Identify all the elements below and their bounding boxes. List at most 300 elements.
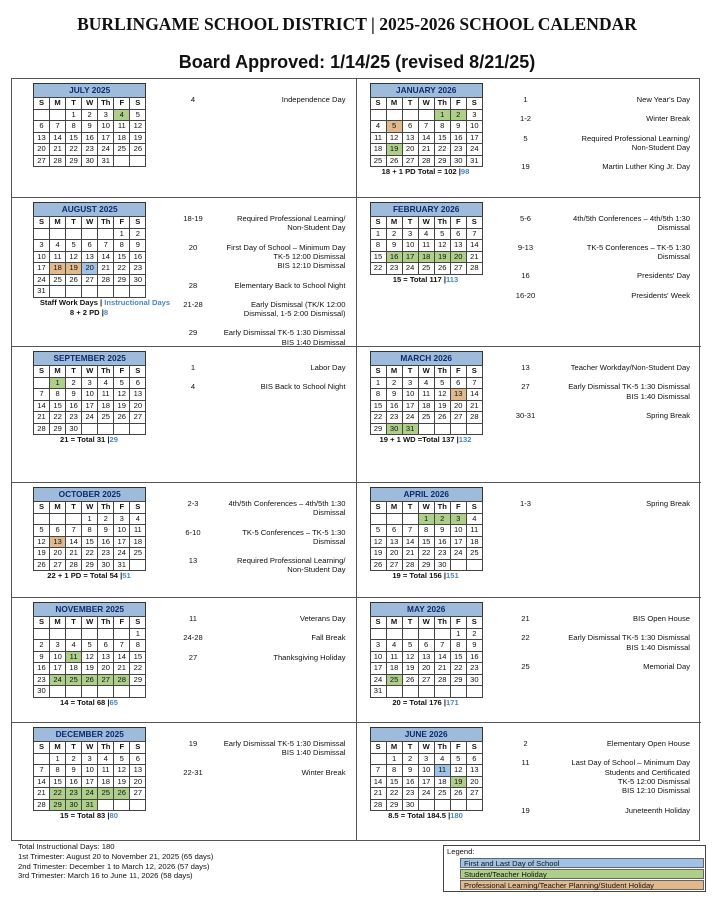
day-cell: 3: [450, 513, 466, 525]
day-cell: 30: [66, 799, 82, 811]
week-row: [34, 513, 146, 525]
day-cell: 3: [82, 377, 98, 389]
day-cell: 23: [386, 412, 402, 424]
day-cell: 25: [370, 155, 386, 167]
weekday-header: S: [34, 502, 50, 514]
day-cell: [434, 628, 450, 640]
day-cell: 26: [114, 788, 130, 800]
event-description: Early Dismissal (TK/K 12:00 Dismissal, 1-5 2:00 Dismissal): [243, 299, 346, 319]
calendar-event: [178, 382, 346, 391]
week-row: [370, 155, 482, 167]
day-cell: 5: [114, 377, 130, 389]
day-cell: 13: [466, 765, 482, 777]
day-cell: 22: [50, 412, 66, 424]
day-cell: 1: [82, 513, 98, 525]
week-row: [370, 132, 482, 144]
weekday-header: S: [130, 742, 146, 754]
day-cell: 10: [114, 525, 130, 537]
day-cell: 26: [34, 559, 50, 571]
day-cell: 24: [50, 674, 66, 686]
day-cell: 22: [50, 788, 66, 800]
day-cell: 17: [82, 400, 98, 412]
day-cell: [98, 286, 114, 298]
event-date: 4: [190, 95, 196, 104]
day-cell: [130, 686, 146, 698]
total-instructional-days: Total Instructional Days: 180: [18, 842, 115, 851]
week-row: [370, 651, 482, 663]
day-cell: 3: [50, 640, 66, 652]
calendar-event: [511, 806, 691, 815]
day-cell: 1: [50, 377, 66, 389]
event-description: Juneteenth Holiday: [624, 805, 690, 815]
day-cell: 31: [82, 799, 98, 811]
day-cell: 17: [34, 263, 50, 275]
weekday-header: W: [418, 217, 434, 229]
month-title: OCTOBER 2025: [33, 487, 146, 501]
day-cell: 12: [370, 536, 386, 548]
day-cell: 7: [34, 765, 50, 777]
day-cell: 5: [34, 525, 50, 537]
day-cell: 16: [386, 251, 402, 263]
event-date: 5: [523, 133, 528, 143]
day-cell: 11: [434, 765, 450, 777]
day-cell: 15: [66, 132, 82, 144]
day-cell: 5: [370, 525, 386, 537]
month-title: APRIL 2026: [370, 487, 483, 501]
calendar-event: [511, 662, 691, 671]
weekday-header: M: [386, 742, 402, 754]
day-cell: 17: [402, 400, 418, 412]
month-section-june-2026: [357, 723, 702, 841]
day-cell: 23: [66, 788, 82, 800]
day-cell: 4: [98, 377, 114, 389]
day-cell: 10: [34, 251, 50, 263]
day-cell: 14: [50, 132, 66, 144]
day-cell: 24: [418, 788, 434, 800]
day-cell: 18: [66, 663, 82, 675]
day-cell: 21: [98, 263, 114, 275]
calendar-event: [178, 300, 346, 319]
day-cell: 21: [34, 788, 50, 800]
day-cell: 9: [402, 765, 418, 777]
event-description: Martin Luther King Jr. Day: [602, 162, 690, 172]
day-cell: 4: [418, 377, 434, 389]
day-cell: 8: [50, 389, 66, 401]
week-row: [34, 663, 146, 675]
day-cell: [386, 513, 402, 525]
event-date: 1: [523, 95, 528, 104]
day-cell: [418, 628, 434, 640]
day-cell: 6: [82, 240, 98, 252]
calendar-event: [178, 243, 346, 271]
day-cell: 30: [466, 674, 482, 686]
event-date: 11: [189, 614, 197, 623]
day-cell: 7: [370, 765, 386, 777]
day-cell: 7: [66, 525, 82, 537]
total-days: 8.5 = Total 184.5 |: [388, 811, 451, 820]
day-cell: 15: [50, 400, 66, 412]
day-cell: 10: [98, 121, 114, 133]
day-cell: 25: [98, 788, 114, 800]
day-cell: [130, 155, 146, 167]
week-row: [370, 228, 482, 240]
weekday-header: M: [50, 742, 66, 754]
week-row: [370, 548, 482, 560]
day-cell: 15: [370, 251, 386, 263]
day-cell: [450, 423, 466, 435]
month-section-september-2025: [12, 347, 357, 483]
day-cell: [34, 513, 50, 525]
day-cell: 28: [98, 274, 114, 286]
day-cell: 25: [114, 144, 130, 156]
weekday-header: Th: [98, 98, 114, 110]
day-cell: 20: [450, 400, 466, 412]
day-cell: 1: [386, 753, 402, 765]
weekday-header: T: [66, 217, 82, 229]
day-cell: 30: [82, 155, 98, 167]
day-cell: 4: [114, 109, 130, 121]
calendar-event: [511, 411, 691, 420]
month-grid: [33, 97, 146, 167]
day-cell: 27: [386, 559, 402, 571]
week-row: [34, 240, 146, 252]
total-days: 20 = Total 176 |: [392, 697, 447, 707]
day-cell: 25: [434, 788, 450, 800]
weekday-header: W: [82, 217, 98, 229]
month-grid: [370, 97, 483, 167]
day-cell: 11: [114, 121, 130, 133]
day-cell: 28: [34, 799, 50, 811]
day-cell: 28: [418, 155, 434, 167]
calendar-event: [178, 214, 346, 233]
event-description: Spring Break: [646, 499, 690, 508]
day-cell: [130, 559, 146, 571]
day-cell: 9: [66, 389, 82, 401]
day-cell: 19: [402, 663, 418, 675]
week-row: [370, 389, 482, 401]
month-grid: [33, 741, 146, 811]
event-description: Required Professional Learning/ Non-Student Day: [581, 133, 690, 152]
day-cell: [418, 799, 434, 811]
event-description: Required Professional Learning/ Non-Student Day: [237, 214, 346, 233]
event-date: 25: [521, 661, 530, 671]
day-cell: 7: [466, 228, 482, 240]
day-cell: 2: [34, 640, 50, 652]
day-cell: 17: [466, 132, 482, 144]
day-cell: [50, 109, 66, 121]
day-cell: 13: [386, 536, 402, 548]
day-cell: [402, 109, 418, 121]
day-cell: 10: [418, 765, 434, 777]
month-grid: [370, 216, 483, 275]
day-cell: 25: [50, 274, 66, 286]
week-row: [370, 423, 482, 435]
day-cell: 10: [82, 765, 98, 777]
weekday-header: M: [386, 502, 402, 514]
weekday-header: F: [450, 617, 466, 629]
day-cell: 8: [82, 525, 98, 537]
instructional-total: 51: [122, 571, 131, 580]
event-date: 13: [521, 363, 530, 372]
week-row: [370, 377, 482, 389]
day-cell: 28: [402, 559, 418, 571]
day-cell: 18: [114, 132, 130, 144]
month-grid: [33, 501, 146, 571]
weekday-header: S: [466, 617, 482, 629]
week-row: [34, 525, 146, 537]
week-row: [34, 686, 146, 698]
day-cell: 1: [450, 628, 466, 640]
day-cell: 9: [34, 651, 50, 663]
day-cell: 12: [450, 765, 466, 777]
month-section-december-2025: [12, 723, 357, 841]
calendar-event: [178, 739, 346, 758]
calendar-event: [178, 281, 346, 290]
weekday-header: W: [418, 98, 434, 110]
staff-work-days-label: Staff Work Days |: [39, 297, 105, 307]
day-cell: 25: [130, 548, 146, 560]
day-cell: [50, 686, 66, 698]
day-cell: 6: [130, 753, 146, 765]
day-cell: 2: [66, 753, 82, 765]
day-cell: 5: [130, 109, 146, 121]
day-cell: [66, 513, 82, 525]
day-cell: 31: [114, 559, 130, 571]
day-cell: [450, 686, 466, 698]
day-cell: 27: [130, 788, 146, 800]
day-cell: [386, 686, 402, 698]
week-row: [34, 400, 146, 412]
day-cell: 29: [370, 423, 386, 435]
day-cell: 22: [418, 548, 434, 560]
event-description: 4th/5th Conferences – 4th/5th 1:30 Dismissal: [573, 214, 690, 233]
weekday-header: S: [34, 98, 50, 110]
day-cell: [98, 628, 114, 640]
event-date: 2: [523, 739, 528, 748]
day-cell: 20: [34, 144, 50, 156]
day-cell: 16: [386, 400, 402, 412]
day-cell: 22: [114, 263, 130, 275]
day-cell: [130, 286, 146, 298]
day-cell: 17: [82, 776, 98, 788]
calendar-event: [178, 768, 346, 777]
month-total: [356, 167, 496, 176]
day-cell: 2: [82, 109, 98, 121]
day-cell: 10: [466, 121, 482, 133]
day-cell: 3: [114, 513, 130, 525]
day-cell: 16: [98, 536, 114, 548]
day-cell: [370, 513, 386, 525]
day-cell: 27: [50, 559, 66, 571]
weekday-header: F: [450, 742, 466, 754]
weekday-header: F: [114, 366, 130, 378]
day-cell: 21: [418, 144, 434, 156]
day-cell: 14: [114, 651, 130, 663]
week-row: [34, 788, 146, 800]
day-cell: 5: [450, 753, 466, 765]
day-cell: 16: [66, 400, 82, 412]
event-date: 1: [190, 363, 196, 372]
day-cell: [98, 228, 114, 240]
day-cell: 19: [114, 776, 130, 788]
weekday-header: M: [386, 98, 402, 110]
weekday-header: F: [114, 217, 130, 229]
month-grid: [33, 216, 146, 298]
day-cell: 12: [434, 240, 450, 252]
day-cell: 12: [66, 251, 82, 263]
day-cell: 13: [50, 536, 66, 548]
month-title: JUNE 2026: [370, 727, 483, 741]
day-cell: 27: [450, 263, 466, 275]
page-title: BURLINGAME SCHOOL DISTRICT | 2025-2026 SCHOOL CALENDAR: [77, 14, 637, 34]
instructional-total: 98: [460, 167, 470, 176]
day-cell: 21: [114, 663, 130, 675]
day-cell: 24: [402, 412, 418, 424]
day-cell: 22: [450, 663, 466, 675]
day-cell: 28: [370, 799, 386, 811]
weekday-header: M: [386, 366, 402, 378]
day-cell: 23: [66, 412, 82, 424]
event-date: 2-3: [187, 499, 199, 508]
total-days: 19 = Total 156 |: [392, 571, 447, 580]
weekday-header: S: [130, 98, 146, 110]
day-cell: 29: [130, 674, 146, 686]
weekday-header: S: [34, 217, 50, 229]
week-row: [370, 240, 482, 252]
week-row: [34, 274, 146, 286]
weekday-header: S: [34, 617, 50, 629]
event-description: Spring Break: [646, 410, 690, 420]
day-cell: [34, 753, 50, 765]
day-cell: 11: [98, 765, 114, 777]
day-cell: 22: [370, 263, 386, 275]
day-cell: 4: [98, 753, 114, 765]
week-row: [370, 674, 482, 686]
day-cell: 21: [466, 400, 482, 412]
day-cell: 4: [434, 753, 450, 765]
day-cell: 23: [434, 548, 450, 560]
day-cell: 19: [130, 132, 146, 144]
instructional-total: 132: [458, 435, 472, 444]
day-cell: 30: [130, 274, 146, 286]
day-cell: 20: [450, 251, 466, 263]
weekday-header: M: [50, 98, 66, 110]
month-title: MARCH 2026: [370, 351, 483, 365]
week-row: [34, 121, 146, 133]
day-cell: 16: [34, 663, 50, 675]
day-cell: [50, 628, 66, 640]
day-cell: 10: [450, 525, 466, 537]
total-days: 15 = Total 83 |: [60, 811, 110, 820]
day-cell: 30: [386, 423, 402, 435]
day-cell: 26: [66, 274, 82, 286]
day-cell: 18: [418, 400, 434, 412]
event-date: 6-10: [185, 527, 201, 537]
day-cell: 1: [50, 753, 66, 765]
day-cell: 20: [98, 663, 114, 675]
day-cell: 16: [130, 251, 146, 263]
event-description: Thanksgiving Holiday: [273, 652, 346, 662]
day-cell: 20: [130, 400, 146, 412]
weekday-header: M: [50, 366, 66, 378]
day-cell: [98, 799, 114, 811]
day-cell: 18: [98, 776, 114, 788]
day-cell: 2: [466, 628, 482, 640]
day-cell: 18: [434, 776, 450, 788]
week-row: [370, 765, 482, 777]
week-row: [34, 753, 146, 765]
weekday-header: W: [418, 617, 434, 629]
day-cell: [130, 799, 146, 811]
week-row: [34, 651, 146, 663]
event-description: TK-5 Conferences – TK-5 1:30 Dismissal: [586, 242, 690, 261]
weekday-header: T: [402, 98, 418, 110]
instructional-total: 29: [109, 435, 118, 444]
day-cell: 23: [34, 674, 50, 686]
day-cell: 21: [34, 412, 50, 424]
day-cell: 15: [386, 776, 402, 788]
day-cell: 20: [402, 144, 418, 156]
day-cell: 21: [66, 548, 82, 560]
day-cell: 12: [386, 132, 402, 144]
day-cell: 5: [434, 377, 450, 389]
total-days: 18 + 1 PD Total = 102 |: [381, 167, 461, 176]
month-title: AUGUST 2025: [33, 202, 146, 216]
weekday-header: M: [50, 617, 66, 629]
month-section-march-2026: [357, 347, 702, 483]
event-description: First Day of School – Minimum Day TK-5 12:00 Dismissal BIS 12:10 Dismissal: [226, 242, 346, 271]
day-cell: 7: [114, 640, 130, 652]
weekday-header: W: [82, 98, 98, 110]
calendar-event: [511, 382, 691, 401]
day-cell: 2: [450, 109, 466, 121]
weekday-header: Th: [434, 742, 450, 754]
day-cell: [466, 559, 482, 571]
day-cell: 6: [50, 525, 66, 537]
month-title: SEPTEMBER 2025: [33, 351, 146, 365]
day-cell: 24: [98, 144, 114, 156]
day-cell: 8: [434, 121, 450, 133]
day-cell: 30: [34, 686, 50, 698]
day-cell: 19: [82, 663, 98, 675]
day-cell: 4: [386, 640, 402, 652]
day-cell: [466, 423, 482, 435]
day-cell: 29: [66, 155, 82, 167]
weekday-header: F: [114, 98, 130, 110]
event-date: 24-28: [183, 633, 203, 643]
week-row: [370, 628, 482, 640]
day-cell: 27: [34, 155, 50, 167]
weekday-header: Th: [98, 502, 114, 514]
day-cell: [418, 686, 434, 698]
week-row: [34, 251, 146, 263]
legend-professional-learning: Professional Learning/Teacher Planning/Student Holiday: [460, 880, 704, 890]
week-row: [370, 536, 482, 548]
event-date: 18-19: [183, 214, 203, 223]
event-date: 27: [521, 382, 530, 392]
day-cell: 31: [466, 155, 482, 167]
calendar-event: [511, 499, 691, 508]
day-cell: 31: [370, 686, 386, 698]
day-cell: [34, 109, 50, 121]
weekday-header: S: [466, 502, 482, 514]
day-cell: [82, 686, 98, 698]
day-cell: 15: [114, 251, 130, 263]
day-cell: 3: [466, 109, 482, 121]
day-cell: 2: [402, 753, 418, 765]
calendar-event: [511, 363, 691, 372]
weekday-header: T: [66, 502, 82, 514]
